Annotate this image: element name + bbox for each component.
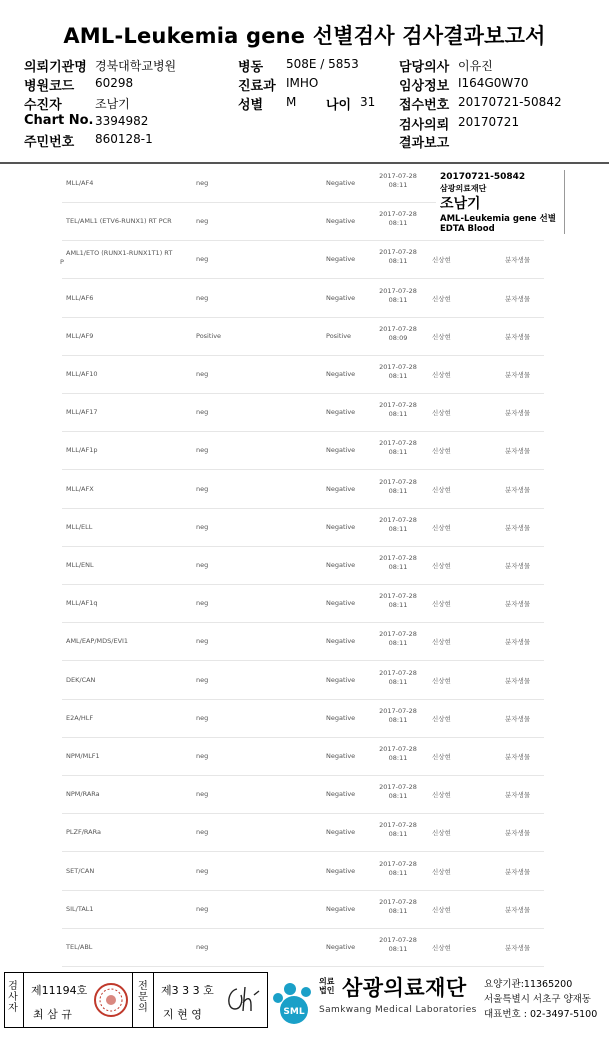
test-name: MLL/AF10 <box>66 370 98 378</box>
ward-value: 508E / 5853 <box>286 57 359 71</box>
department: 분자생물 <box>505 447 531 456</box>
report-date: 2017-07-28 <box>379 783 417 792</box>
department: 분자생물 <box>505 791 531 800</box>
report-date: 2017-07-28 <box>379 248 417 257</box>
technician: 신상현 <box>432 714 451 723</box>
result-judgement: Negative <box>326 484 356 493</box>
result-judgement: Negative <box>326 599 356 608</box>
test-name: MLL/AF1q <box>66 599 98 608</box>
department: 분자생물 <box>505 905 531 914</box>
result-value: neg <box>196 179 209 187</box>
report-date: 2017-07-28 <box>379 210 417 219</box>
report-datetime <box>376 745 420 763</box>
result-label: 결과보고 <box>399 136 450 151</box>
department: 분자생물 <box>505 562 531 570</box>
receipt-label: 접수번호 <box>399 98 450 113</box>
result-judgement: Negative <box>326 866 356 875</box>
technician: 신상현 <box>432 829 451 838</box>
result-judgement: Negative <box>326 179 356 187</box>
report-time: 08:11 <box>388 715 408 724</box>
department: 분자생물 <box>505 944 531 952</box>
org-english-name: Samkwang Medical Laboratories <box>319 1005 477 1015</box>
ward-label: 병동 <box>238 60 264 75</box>
result-judgement: Negative <box>326 370 356 378</box>
report-date: 2017-07-28 <box>379 592 417 601</box>
report-datetime <box>376 363 420 381</box>
table-row <box>0 585 609 623</box>
table-row <box>0 280 609 318</box>
technician: 신상현 <box>432 867 451 876</box>
report-date: 2017-07-28 <box>379 936 417 944</box>
report-datetime <box>376 669 420 687</box>
result-value: neg <box>196 484 209 493</box>
department: 분자생물 <box>505 753 531 761</box>
label-receipt: 20170721-50842 <box>440 172 526 182</box>
specimen-label <box>436 170 565 234</box>
logo-text: SML <box>283 1007 305 1017</box>
technician: 신상현 <box>432 905 451 914</box>
receipt-value: 20170721-50842 <box>458 95 562 109</box>
result-judgement: Negative <box>326 790 356 799</box>
report-time: 08:11 <box>388 906 408 915</box>
result-judgement: Negative <box>326 713 356 722</box>
report-time: 08:11 <box>388 601 408 610</box>
examiner-license: 제11194호 <box>31 984 88 997</box>
report-time: 08:11 <box>388 524 408 533</box>
result-judgement: Negative <box>326 522 356 531</box>
result-judgement: Negative <box>326 943 356 951</box>
technician: 신상현 <box>432 409 451 418</box>
test-name: MLL/ELL <box>66 522 93 531</box>
report-time: 08:11 <box>388 639 408 648</box>
report-datetime <box>376 707 420 725</box>
test-name: MLL/AFX <box>66 484 94 493</box>
result-judgement: Negative <box>326 446 356 455</box>
report-date: 2017-07-28 <box>379 477 417 486</box>
table-row <box>0 432 609 470</box>
sex-value: M <box>286 95 297 109</box>
table-row <box>0 776 609 814</box>
result-value: neg <box>196 446 209 455</box>
report-datetime <box>376 248 420 266</box>
doctor-label: 담당의사 <box>399 60 450 75</box>
department: 분자생물 <box>505 294 531 303</box>
report-datetime <box>376 783 420 801</box>
result-judgement: Negative <box>326 561 356 569</box>
report-date: 2017-07-28 <box>379 172 417 180</box>
department: 분자생물 <box>505 714 531 723</box>
test-name: MLL/AF9 <box>66 331 94 340</box>
report-datetime <box>376 439 420 457</box>
result-judgement: Negative <box>326 752 356 760</box>
test-name: AML/EAP/MDS/EVI1 <box>66 637 129 646</box>
report-time: 08:11 <box>388 945 408 953</box>
result-value: neg <box>196 561 209 569</box>
specialist-name: 지 현 영 <box>163 1008 202 1021</box>
result-judgement: Negative <box>326 293 356 302</box>
result-value: neg <box>196 828 209 837</box>
report-time: 08:11 <box>388 677 408 686</box>
report-date: 2017-07-28 <box>379 859 417 868</box>
label-org: 삼광의료재단 <box>440 184 487 193</box>
institution-label: 의뢰기관명 <box>24 60 87 75</box>
table-row <box>0 738 609 776</box>
report-datetime <box>376 860 420 878</box>
result-judgement: Negative <box>326 637 356 646</box>
examiner-seal <box>93 979 129 1021</box>
report-time: 08:11 <box>388 448 408 457</box>
department: 분자생물 <box>505 371 531 379</box>
report-time: 08:11 <box>388 486 408 495</box>
result-value: neg <box>196 713 209 722</box>
institution-code: 요양기관:11365200 <box>484 979 573 990</box>
report-time: 08:11 <box>388 372 408 380</box>
report-time: 08:11 <box>388 257 408 266</box>
result-value: neg <box>196 752 209 760</box>
report-time: 08:11 <box>388 181 408 189</box>
sex-label: 성별 <box>238 98 264 113</box>
report-datetime <box>376 478 420 496</box>
report-title: AML-Leukemia gene 선별검사 검사결과보고서 <box>63 24 546 48</box>
report-time: 08:11 <box>388 792 408 801</box>
department: 분자생물 <box>505 523 531 532</box>
test-name: E2A/HLF <box>66 713 94 722</box>
result-value: neg <box>196 790 209 799</box>
clinical-label: 임상정보 <box>399 79 450 94</box>
sig-divider <box>132 973 133 1027</box>
report-date: 2017-07-28 <box>379 821 417 830</box>
test-name: PLZF/RARa <box>66 828 101 837</box>
test-name: MLL/AF6 <box>66 293 94 302</box>
result-judgement: Negative <box>326 828 356 837</box>
table-row <box>0 623 609 661</box>
result-judgement: Negative <box>326 675 356 684</box>
report-date: 2017-07-28 <box>379 668 417 677</box>
result-judgement: Negative <box>326 255 356 264</box>
doctor-value: 이유진 <box>458 59 493 73</box>
report-header <box>0 0 609 165</box>
technician: 신상현 <box>432 371 451 379</box>
result-value: Positive <box>196 331 222 340</box>
technician: 신상현 <box>432 638 451 647</box>
report-footer <box>0 970 609 1037</box>
report-date: 2017-07-28 <box>379 897 417 906</box>
result-value: neg <box>196 293 209 302</box>
table-row <box>0 509 609 547</box>
technician: 신상현 <box>432 753 451 761</box>
technician: 신상현 <box>432 944 451 952</box>
report-datetime <box>376 898 420 916</box>
report-time: 08:09 <box>388 333 408 342</box>
table-row <box>0 662 609 700</box>
test-name: NPM/MLF1 <box>66 752 100 760</box>
org-type: 의료 법인 <box>319 977 335 995</box>
department: 분자생물 <box>505 638 531 647</box>
result-value: neg <box>196 408 209 417</box>
clinical-value: I164G0W70 <box>458 76 529 90</box>
report-datetime <box>376 172 420 190</box>
report-time: 08:11 <box>388 868 408 877</box>
report-datetime <box>376 936 420 954</box>
result-judgement: Positive <box>326 331 352 340</box>
report-datetime <box>376 821 420 839</box>
table-row <box>0 814 609 852</box>
institution-value: 경북대학교병원 <box>95 59 177 73</box>
result-value: neg <box>196 943 209 951</box>
department: 분자생물 <box>505 332 531 341</box>
table-row <box>0 356 609 394</box>
technician: 신상현 <box>432 256 451 265</box>
report-datetime <box>376 516 420 534</box>
row-divider <box>62 966 544 967</box>
report-time: 08:11 <box>388 410 408 419</box>
specialist-license: 제3 3 3 호 <box>161 984 214 997</box>
test-name: MLL/AF17 <box>66 408 98 417</box>
department: 분자생물 <box>505 409 531 418</box>
technician: 신상현 <box>432 600 451 609</box>
hospital-code-value: 60298 <box>95 76 134 90</box>
examiner-label: 검 사 자 <box>8 981 18 1014</box>
dept-label: 진료과 <box>238 79 276 94</box>
report-date: 2017-07-28 <box>379 515 417 524</box>
result-value: neg <box>196 255 209 264</box>
org-name: 삼광의료재단 <box>342 976 467 1000</box>
technician: 신상현 <box>432 523 451 532</box>
technician: 신상현 <box>432 447 451 456</box>
org-phone: 대표번호 : 02-3497-5100 <box>484 1009 598 1020</box>
label-test: AML-Leukemia gene 선별 <box>440 214 556 224</box>
result-value: neg <box>196 599 209 608</box>
result-judgement: Negative <box>326 217 356 226</box>
report-time: 08:11 <box>388 830 408 839</box>
test-name: MLL/AF4 <box>66 179 94 187</box>
chart-value: 3394982 <box>95 114 149 128</box>
dept-value: IMHO <box>286 76 319 90</box>
report-time: 08:11 <box>388 219 408 228</box>
table-row <box>0 700 609 738</box>
report-date: 2017-07-28 <box>379 363 417 371</box>
report-time: 08:11 <box>388 563 408 571</box>
report-datetime <box>376 401 420 419</box>
table-row <box>0 241 609 279</box>
result-value: neg <box>196 904 209 913</box>
result-value: neg <box>196 522 209 531</box>
technician: 신상현 <box>432 791 451 800</box>
report-time: 08:11 <box>388 295 408 304</box>
report-datetime <box>376 287 420 305</box>
test-name: MLL/AF1p <box>66 446 98 455</box>
report-datetime <box>376 210 420 228</box>
department: 분자생물 <box>505 256 531 265</box>
report-date: 2017-07-28 <box>379 630 417 639</box>
results-table <box>0 165 609 970</box>
specialist-label: 전 문 의 <box>138 981 148 1014</box>
sig-divider <box>153 973 154 1027</box>
report-datetime <box>376 554 420 572</box>
department: 분자생물 <box>505 485 531 494</box>
report-date: 2017-07-28 <box>379 554 417 562</box>
table-row <box>0 929 609 967</box>
test-name: DEK/CAN <box>66 675 96 684</box>
report-time: 08:11 <box>388 754 408 762</box>
test-name: TEL/ABL <box>66 943 93 951</box>
report-datetime <box>376 592 420 610</box>
test-name: SIL/TAL1 <box>66 904 94 913</box>
technician: 신상현 <box>432 294 451 303</box>
request-label: 검사의뢰 <box>399 118 450 133</box>
report-date: 2017-07-28 <box>379 745 417 753</box>
specialist-signature <box>223 981 263 1017</box>
result-judgement: Negative <box>326 904 356 913</box>
patient-label: 수진자 <box>24 98 62 113</box>
report-date: 2017-07-28 <box>379 286 417 295</box>
test-name: AML1/ETO (RUNX1-RUNX1T1) RT <box>66 249 173 258</box>
report-date: 2017-07-28 <box>379 401 417 410</box>
rrn-value: 860128-1 <box>95 132 153 146</box>
report-date: 2017-07-28 <box>379 439 417 448</box>
age-value: 31 <box>360 95 376 109</box>
department: 분자생물 <box>505 867 531 876</box>
signature-box <box>4 972 268 1028</box>
table-row <box>0 318 609 356</box>
request-value: 20170721 <box>458 115 520 129</box>
report-date: 2017-07-28 <box>379 706 417 715</box>
report-datetime <box>376 630 420 648</box>
result-value: neg <box>196 866 209 875</box>
report-date: 2017-07-28 <box>379 324 417 333</box>
sig-divider <box>23 973 24 1027</box>
label-specimen: EDTA Blood <box>440 224 495 234</box>
technician: 신상현 <box>432 562 451 570</box>
table-row <box>0 891 609 929</box>
result-judgement: Negative <box>326 408 356 417</box>
test-name: NPM/RARa <box>66 790 100 799</box>
test-name-continued: P <box>60 258 64 267</box>
org-address: 서울특별시 서초구 양재동 <box>484 994 591 1005</box>
hospital-code-label: 병원코드 <box>24 79 75 94</box>
test-name: TEL/AML1 (ETV6-RUNX1) RT PCR <box>66 217 172 226</box>
test-name: SET/CAN <box>66 866 95 875</box>
result-value: neg <box>196 217 209 226</box>
patient-value: 조남기 <box>95 97 130 111</box>
result-value: neg <box>196 370 209 378</box>
chart-label: Chart No. <box>24 113 94 128</box>
header-divider <box>0 162 609 164</box>
department: 분자생물 <box>505 676 531 685</box>
result-value: neg <box>196 675 209 684</box>
age-label: 나이 <box>326 98 352 113</box>
table-row <box>0 394 609 432</box>
department: 분자생물 <box>505 829 531 838</box>
label-name: 조남기 <box>440 196 481 212</box>
table-row <box>0 547 609 585</box>
result-value: neg <box>196 637 209 646</box>
technician: 신상현 <box>432 332 451 341</box>
department: 분자생물 <box>505 600 531 609</box>
rrn-label: 주민번호 <box>24 135 75 150</box>
technician: 신상현 <box>432 485 451 494</box>
test-name: MLL/ENL <box>66 561 94 569</box>
examiner-name: 최 삼 규 <box>33 1008 72 1021</box>
report-datetime <box>376 325 420 343</box>
technician: 신상현 <box>432 676 451 685</box>
table-row <box>0 853 609 891</box>
table-row <box>0 471 609 509</box>
